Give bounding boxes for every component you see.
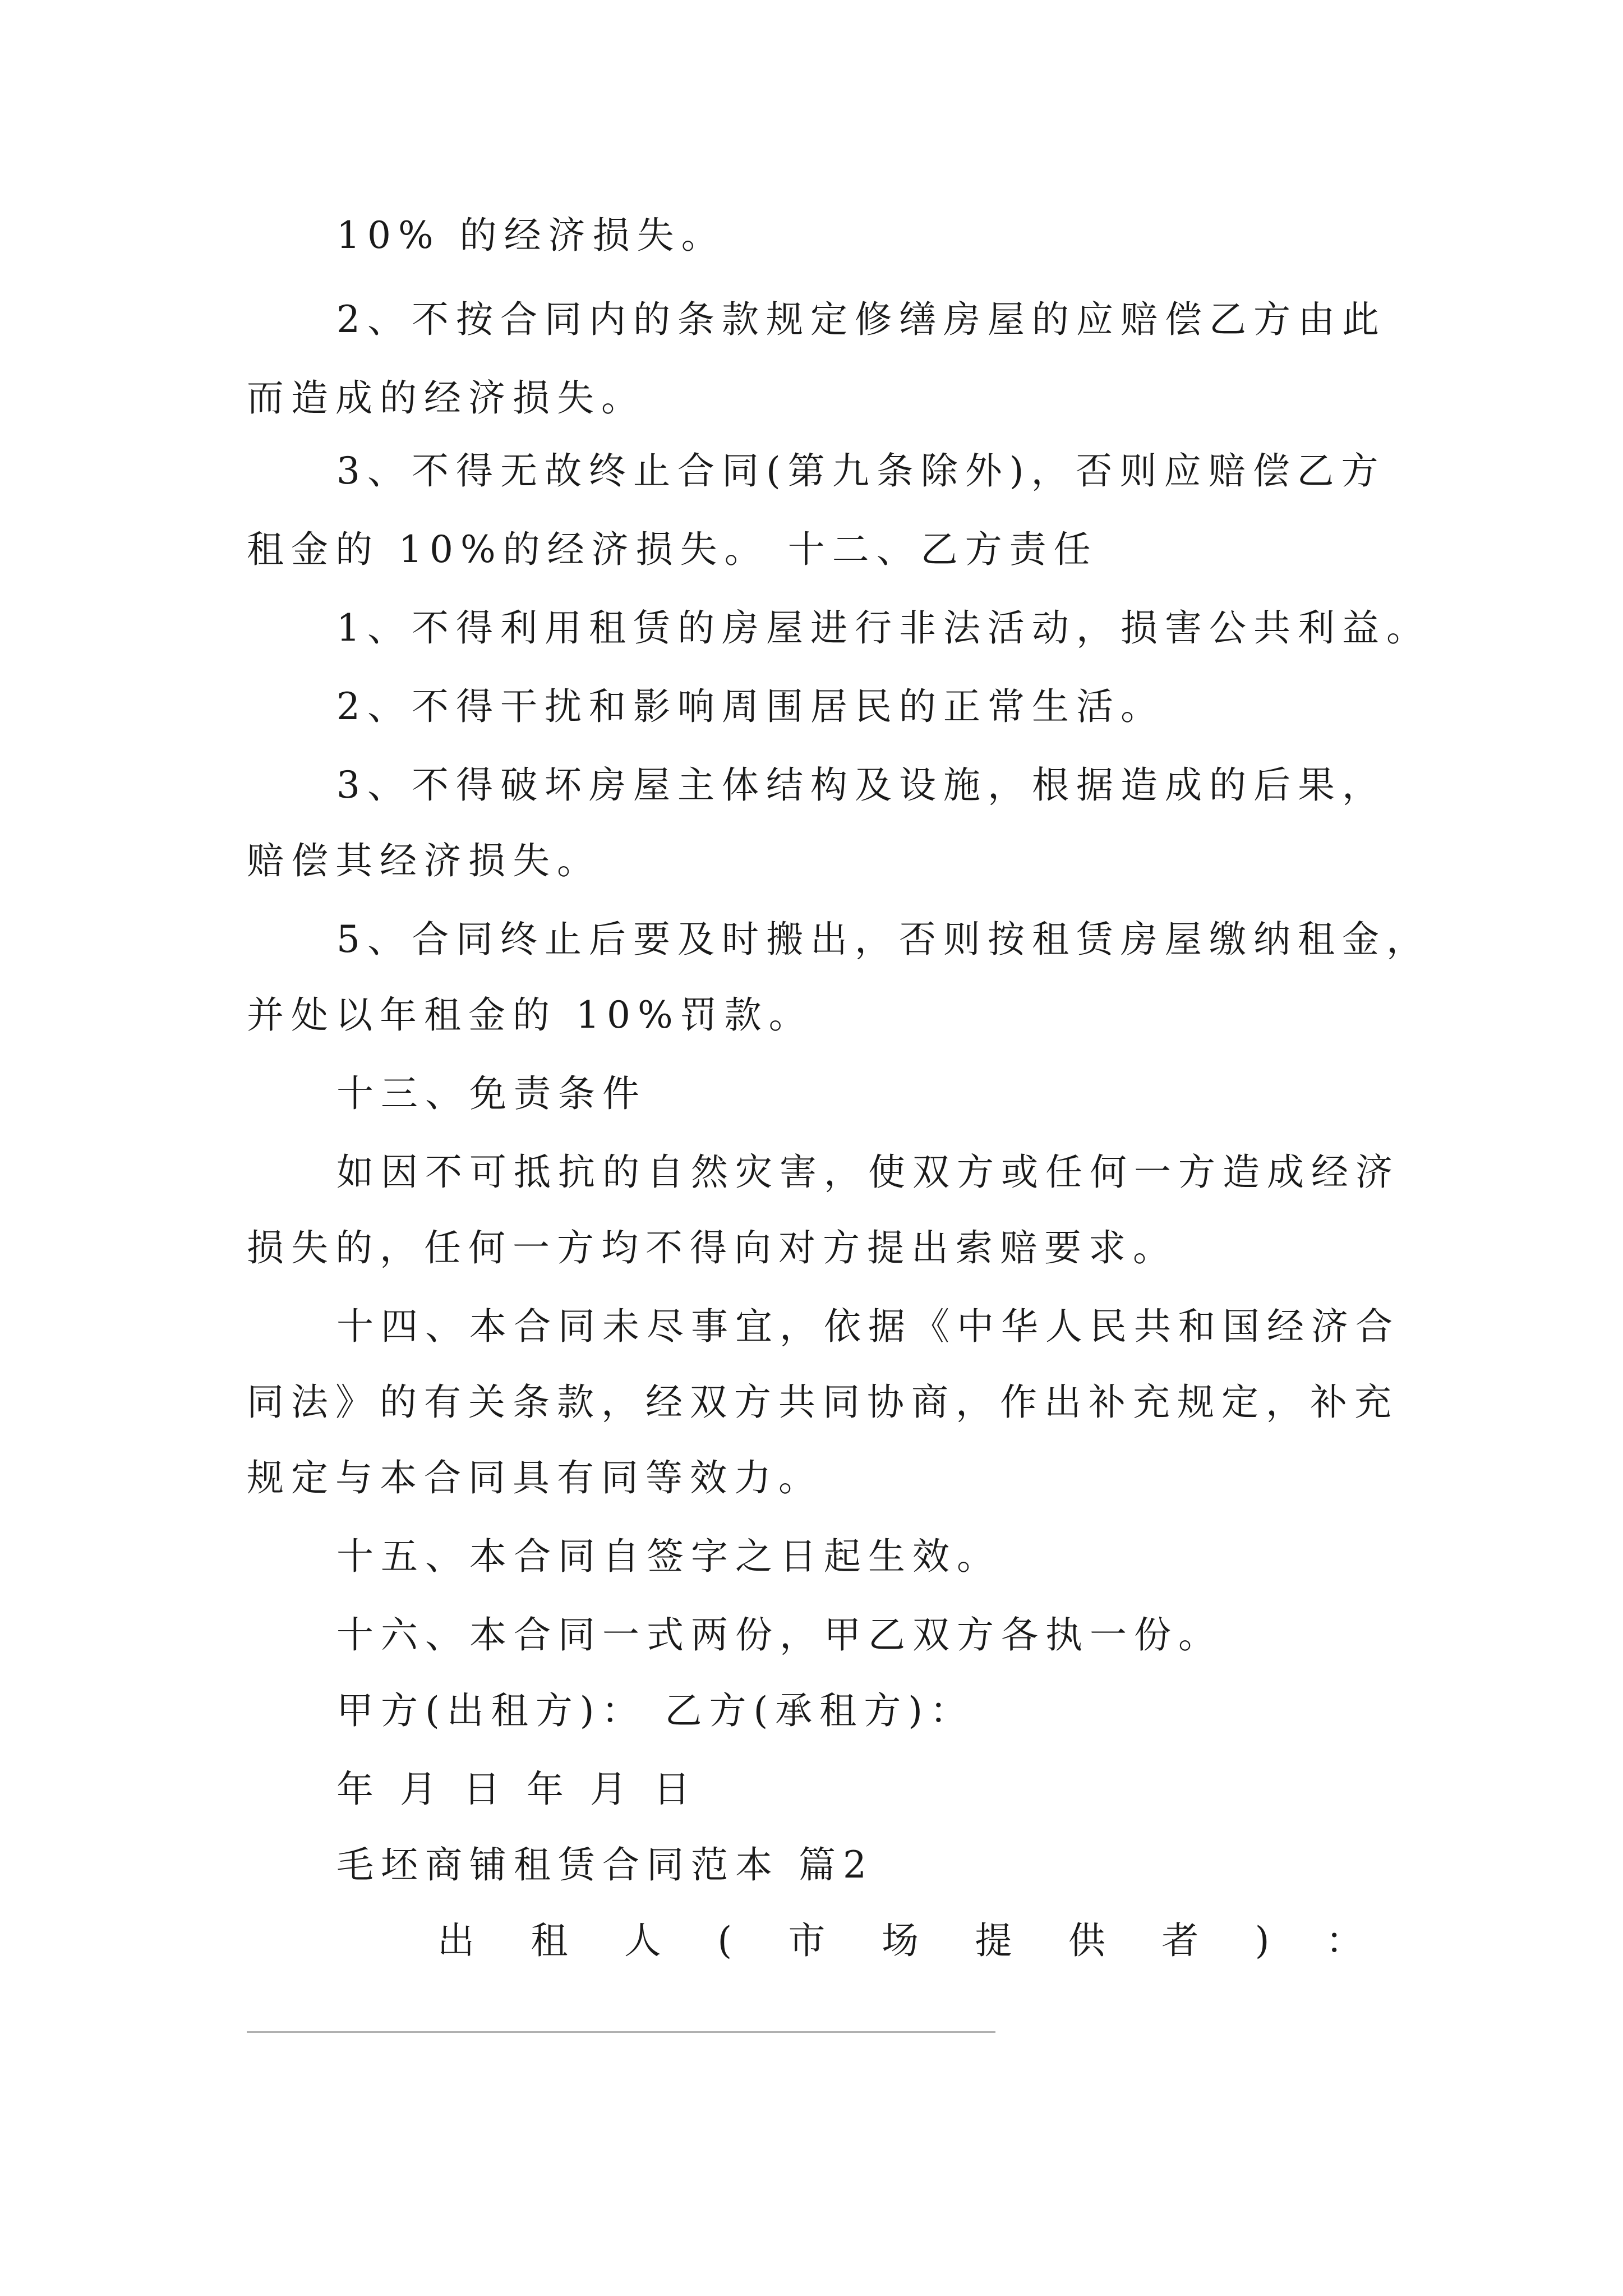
text-line: 同法》的有关条款，经双方共同协商，作出补充规定，补充 <box>247 1381 1399 1424</box>
text-line: 赔偿其经济损失。 <box>247 839 601 882</box>
text-line: 2、不得干扰和影响周围居民的正常生活。 <box>336 685 1165 728</box>
lessor-char: 人 <box>624 1919 661 1962</box>
text-line: 十六、本合同一式两份，甲乙双方各执一份。 <box>336 1613 1223 1657</box>
lessor-char: 供 <box>1068 1919 1105 1962</box>
lessor-char: 市 <box>788 1919 826 1962</box>
lessor-char: 场 <box>881 1919 919 1962</box>
text-line: 10% 的经济损失。 <box>336 214 726 257</box>
section-heading: 十三、免责条件 <box>336 1072 647 1115</box>
text-line: 如因不可抵抗的自然灾害，使双方或任何一方造成经济 <box>336 1151 1400 1194</box>
lessor-char: 者 <box>1161 1919 1199 1962</box>
signature-parties-line: 甲方(出租方)： 乙方(承租方)： <box>336 1689 974 1732</box>
text-line: 并处以年租金的 10%罚款。 <box>247 993 813 1037</box>
text-line: 规定与本合同具有同等效力。 <box>247 1456 823 1499</box>
footnote-divider <box>247 2031 995 2033</box>
text-line: 十五、本合同自签字之日起生效。 <box>336 1535 1001 1578</box>
text-line: 十四、本合同未尽事宜，依据《中华人民共和国经济合 <box>336 1305 1400 1348</box>
lessor-line <box>437 1918 1363 1963</box>
text-line: 3、不得无故终止合同(第九条除外)，否则应赔偿乙方 <box>336 449 1386 493</box>
text-line: 损失的，任何一方均不得向对方提出索赔要求。 <box>247 1226 1177 1269</box>
lessor-char: ) <box>1255 1919 1270 1962</box>
lessor-char: 租 <box>531 1919 568 1962</box>
text-line: 2、不按合同内的条款规定修缮房屋的应赔偿乙方由此 <box>336 298 1386 341</box>
text-line: 1、不得利用租赁的房屋进行非法活动，损害公共利益。 <box>336 606 1431 650</box>
lessor-char: ： <box>1325 1919 1363 1962</box>
signature-date-line: 年 月 日 年 月 日 <box>336 1768 698 1811</box>
lessor-char: 出 <box>437 1919 474 1962</box>
lessor-char: 提 <box>975 1919 1012 1962</box>
section-title: 毛坯商铺租赁合同范本 篇2 <box>336 1843 874 1887</box>
text-line: 租金的 10%的经济损失。 十二、乙方责任 <box>247 528 1098 571</box>
lessor-char: ( <box>717 1919 732 1962</box>
text-line: 而造成的经济损失。 <box>247 376 645 420</box>
text-line: 3、不得破坏房屋主体结构及设施，根据造成的后果， <box>336 763 1386 807</box>
text-line: 5、合同终止后要及时搬出，否则按租赁房屋缴纳租金， <box>336 918 1431 961</box>
